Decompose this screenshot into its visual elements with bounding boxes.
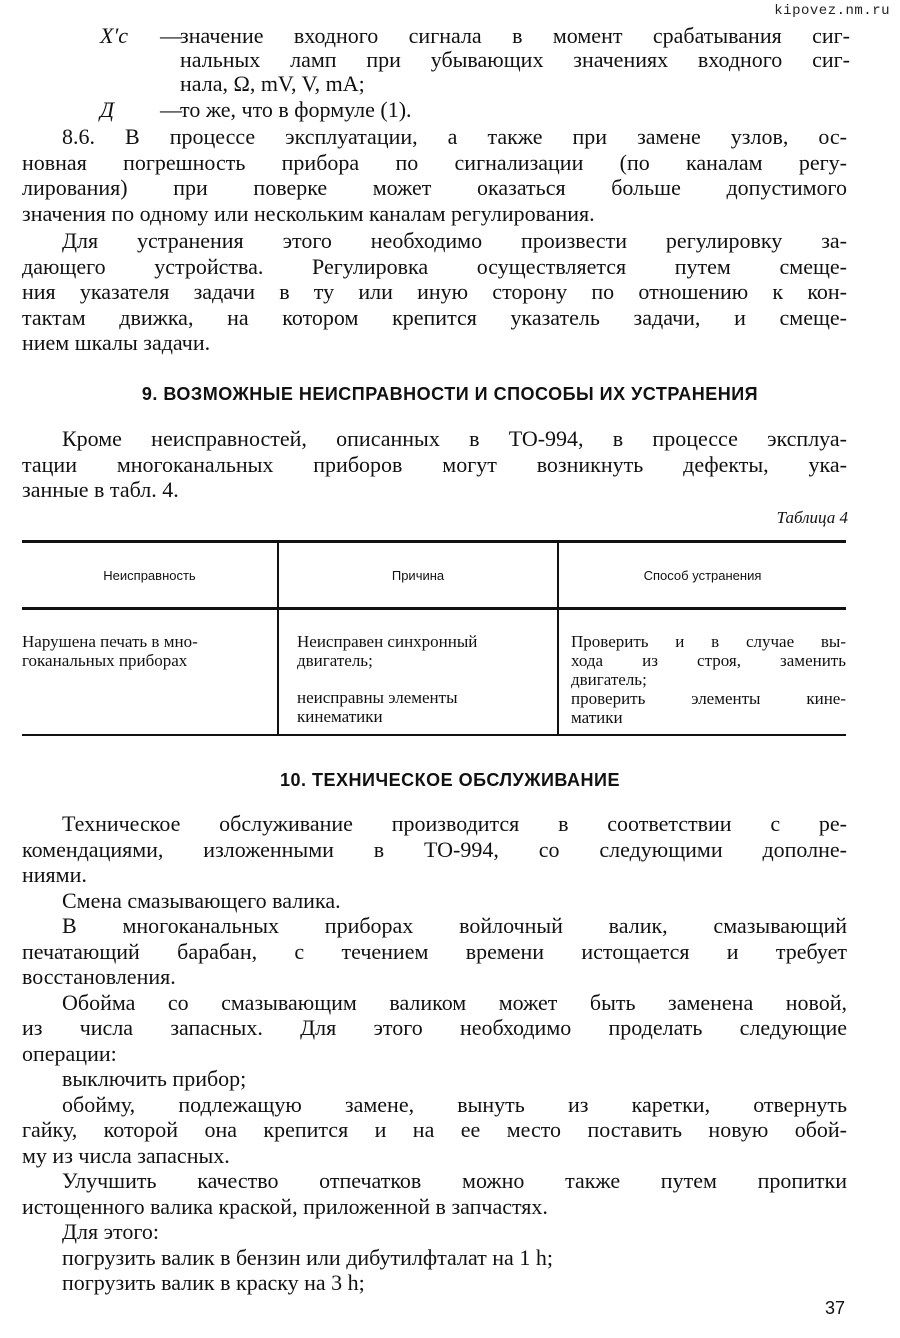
- text-line: му из числа запасных.: [22, 1142, 230, 1168]
- text-line: из числа запасных. Для этого необходимо проделать следующие: [22, 1015, 847, 1040]
- text-line: Для этого:: [62, 1219, 159, 1244]
- section-10-body: [22, 811, 847, 1296]
- text-line: погрузить валик в бензин или дибутилфталат на 1 h;: [62, 1244, 553, 1270]
- table-header-row: [22, 542, 846, 609]
- definition-term: X′с: [100, 23, 129, 48]
- column-header-fault: Неисправность: [22, 542, 278, 609]
- cell-line: неисправны элементы: [297, 688, 458, 707]
- definition-line: нала, Ω, mV, V, mA;: [180, 71, 365, 96]
- cell-line: Нарушена печать в мно-: [22, 632, 198, 651]
- faults-table: [22, 540, 846, 736]
- text-line: тактам движка, на котором крепится указатель задачи, и смеще-: [22, 304, 847, 330]
- cell-line: Проверить и в случае вы-: [571, 632, 846, 651]
- cell-line: двигатель;: [297, 651, 373, 670]
- text-line: дающего устройства. Регулировка осуществляется путем смеще-: [22, 253, 847, 279]
- text-line: истощенного валика краской, приложенной в запчастях.: [22, 1193, 548, 1219]
- cell-line: двигатель;: [571, 670, 647, 689]
- section-9-heading: 9. ВОЗМОЖНЫЕ НЕИСПРАВНОСТИ И СПОСОБЫ ИХ УСТРАНЕНИЯ: [141, 384, 759, 404]
- definition-text: [180, 24, 850, 96]
- cell-line: проверить элементы кине-: [571, 689, 846, 708]
- definition-line: то же, что в формуле (1).: [180, 97, 412, 122]
- paragraph-section-9: [22, 426, 847, 503]
- cell-remedy: [558, 609, 846, 736]
- text-line: тации многоканальных приборов могут возникнуть дефекты, ука-: [22, 451, 847, 477]
- text-line: печатающий барабан, с течением времени истощается и требует: [22, 938, 847, 964]
- paragraph-8-6: [22, 124, 847, 226]
- text-line: выключить прибор;: [62, 1066, 247, 1091]
- definition-text: [180, 98, 850, 122]
- paragraph-adjustment: [22, 228, 847, 356]
- definition-line: нальных ламп при убывающих значениях входного сиг-: [180, 47, 850, 72]
- text-line: новная погрешность прибора по сигнализации (по каналам регу-: [22, 149, 847, 175]
- text-line: лирования) при поверке может оказаться больше допустимого: [22, 175, 847, 200]
- cell-line: гоканальных приборах: [22, 651, 188, 670]
- site-watermark: kipovez.nm.ru: [774, 3, 890, 19]
- cell-spacer: [297, 670, 551, 688]
- text-line: Обойма со смазывающим валиком может быть заменена новой,: [62, 989, 847, 1015]
- cell-line: матики: [571, 708, 623, 727]
- text-line: операции:: [22, 1040, 117, 1066]
- section-10-heading: 10. ТЕХНИЧЕСКОЕ ОБСЛУЖИВАНИЕ: [280, 770, 620, 790]
- text-line: нием шкалы задачи.: [22, 330, 211, 355]
- text-line: обойму, подлежащую замене, вынуть из каретки, отвернуть: [62, 1091, 847, 1117]
- text-line: погрузить валик в краску на 3 h;: [62, 1270, 365, 1295]
- cell-fault: [22, 609, 278, 736]
- text-line: Техническое обслуживание производится в соответствии с ре-: [62, 811, 847, 836]
- text-line: ния указателя задачи в ту или иную сторону по отношению к кон-: [22, 279, 847, 304]
- text-line: В многоканальных приборах войлочный валик, смазывающий: [62, 913, 847, 938]
- text-line: гайку, которой она крепится и на ее место поставить новую обой-: [22, 1117, 847, 1142]
- text-line: Смена смазывающего валика.: [62, 887, 341, 913]
- cell-cause: [278, 609, 558, 736]
- definition-dash: —: [160, 97, 182, 122]
- definition-term: Д: [100, 97, 114, 122]
- text-line: Кроме неисправностей, описанных в ТО-994, в процессе эксплуа-: [62, 426, 847, 451]
- cell-line: Неисправен синхронный: [297, 632, 478, 651]
- text-line: Для устранения этого необходимо произвести регулировку за-: [62, 228, 847, 253]
- definition-d: [100, 98, 850, 122]
- page-number: 37: [824, 1298, 845, 1318]
- table-caption: Таблица 4: [776, 508, 848, 527]
- text-line: занные в табл. 4.: [22, 477, 179, 502]
- cell-line: кинематики: [297, 707, 383, 726]
- text-line: значения по одному или нескольким каналам регулирования.: [22, 200, 595, 226]
- column-header-remedy: Способ устранения: [558, 542, 846, 609]
- text-line: Улучшить качество отпечатков можно также путем пропитки: [62, 1168, 847, 1193]
- definition-dash: —: [160, 23, 182, 48]
- column-header-cause: Причина: [278, 542, 558, 609]
- table-row: [22, 609, 846, 736]
- cell-line: хода из строя, заменить: [571, 651, 846, 670]
- text-line: восстановления.: [22, 964, 176, 989]
- text-line: 8.6. В процессе эксплуатации, а также при замене узлов, ос-: [62, 124, 847, 149]
- definition-x-prime: [100, 24, 850, 96]
- text-line: комендациями, изложенными в ТО-994, со следующими дополне-: [22, 836, 847, 862]
- text-line: ниями.: [22, 862, 87, 887]
- definition-line: значение входного сигнала в момент срабатывания сиг-: [180, 23, 850, 48]
